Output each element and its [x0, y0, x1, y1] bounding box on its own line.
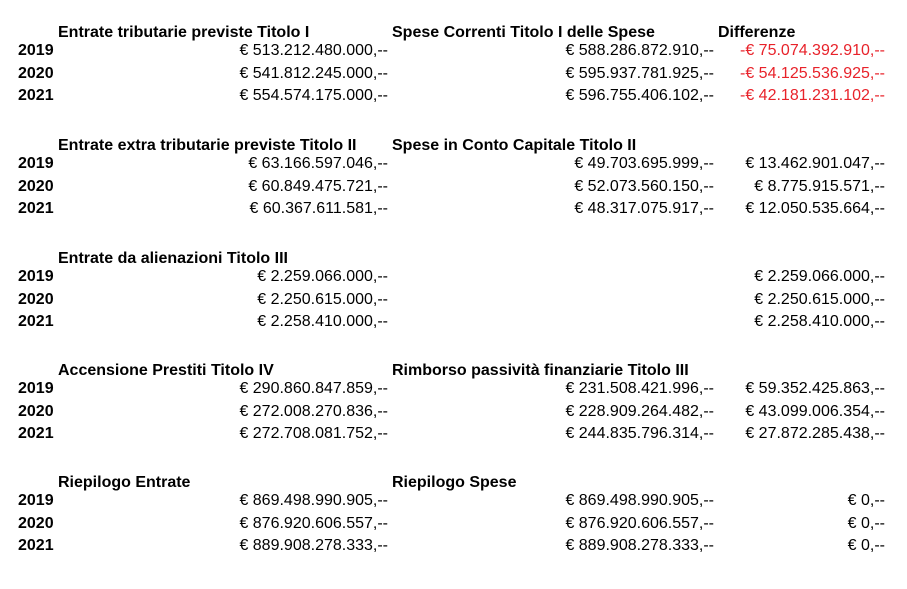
revenue-cell: € 60.849.475.721,-- — [248, 177, 388, 195]
table-row — [0, 266, 907, 289]
difference-cell: € 12.050.535.664,-- — [745, 200, 885, 217]
difference-cell: € 0,-- — [847, 514, 885, 532]
expense-cell: € 595.937.781.925,-- — [565, 64, 714, 82]
difference-cell: € 2.250.615.000,-- — [754, 290, 885, 308]
expense-cell: € 889.908.278.333,-- — [565, 537, 714, 554]
section-header-expense: Riepilogo Spese — [392, 474, 517, 491]
difference-cell: -€ 54.125.536.925,-- — [740, 64, 885, 82]
year-cell: 2021 — [18, 537, 54, 554]
expense-cell: € 588.286.872.910,-- — [565, 42, 714, 59]
section-header-revenue: Entrate extra tributarie previste Titolo II — [58, 137, 357, 154]
revenue-cell: € 2.250.615.000,-- — [257, 290, 388, 308]
revenue-cell: € 63.166.597.046,-- — [248, 155, 388, 172]
revenue-cell: € 541.812.245.000,-- — [239, 64, 388, 82]
year-cell: 2020 — [18, 64, 54, 82]
difference-cell: € 0,-- — [847, 492, 885, 509]
expense-cell: € 52.073.560.150,-- — [574, 177, 714, 195]
revenue-cell: € 513.212.480.000,-- — [239, 42, 388, 59]
table-row — [0, 153, 907, 176]
difference-cell: € 0,-- — [847, 537, 885, 554]
section-header-revenue: Accensione Prestiti Titolo IV — [58, 362, 274, 379]
table-row — [0, 513, 907, 536]
year-cell: 2020 — [18, 402, 54, 420]
table-row — [0, 40, 907, 63]
difference-cell: € 13.462.901.047,-- — [745, 155, 885, 172]
revenue-cell: € 889.908.278.333,-- — [239, 537, 388, 554]
table-row — [0, 535, 907, 558]
difference-cell: € 2.259.066.000,-- — [754, 268, 885, 285]
section-header-revenue: Entrate tributarie previste Titolo I — [58, 24, 310, 41]
difference-cell: € 8.775.915.571,-- — [754, 177, 885, 195]
table-row — [0, 423, 907, 446]
table-row — [0, 289, 907, 312]
revenue-cell: € 876.920.606.557,-- — [239, 514, 388, 532]
revenue-cell: € 272.708.081.752,-- — [239, 425, 388, 442]
expense-cell: € 596.755.406.102,-- — [565, 87, 714, 104]
year-cell: 2019 — [18, 380, 54, 397]
difference-cell: € 59.352.425.863,-- — [745, 380, 885, 397]
year-cell: 2021 — [18, 313, 54, 330]
revenue-cell: € 869.498.990.905,-- — [239, 492, 388, 509]
year-cell: 2021 — [18, 425, 54, 442]
year-cell: 2021 — [18, 87, 54, 104]
table-row — [0, 85, 907, 108]
year-cell: 2020 — [18, 177, 54, 195]
revenue-cell: € 2.258.410.000,-- — [257, 313, 388, 330]
revenue-cell: € 272.008.270.836,-- — [239, 402, 388, 420]
year-cell: 2020 — [18, 514, 54, 532]
year-cell: 2019 — [18, 268, 54, 285]
revenue-cell: € 2.259.066.000,-- — [257, 268, 388, 285]
expense-cell: € 228.909.264.482,-- — [565, 402, 714, 420]
table-row — [0, 401, 907, 424]
expense-cell: € 231.508.421.996,-- — [565, 380, 714, 397]
expense-cell: € 49.703.695.999,-- — [574, 155, 714, 172]
expense-cell: € 876.920.606.557,-- — [565, 514, 714, 532]
table-row — [0, 63, 907, 86]
revenue-cell: € 290.860.847.859,-- — [239, 380, 388, 397]
section-header-revenue: Entrate da alienazioni Titolo III — [58, 250, 288, 267]
difference-cell: -€ 42.181.231.102,-- — [740, 87, 885, 104]
table-row — [0, 198, 907, 221]
table-row — [0, 490, 907, 513]
difference-cell: € 43.099.006.354,-- — [745, 402, 885, 420]
year-cell: 2020 — [18, 290, 54, 308]
section-header-expense: Rimborso passività finanziarie Titolo III — [392, 362, 689, 379]
revenue-cell: € 60.367.611.581,-- — [249, 200, 388, 217]
expense-cell: € 869.498.990.905,-- — [565, 492, 714, 509]
expense-cell: € 244.835.796.314,-- — [565, 425, 714, 442]
section-header-difference: Differenze — [718, 24, 796, 41]
difference-cell: € 27.872.285.438,-- — [745, 425, 885, 442]
section-header-expense: Spese in Conto Capitale Titolo II — [392, 137, 637, 154]
section-header-revenue: Riepilogo Entrate — [58, 474, 191, 491]
year-cell: 2021 — [18, 200, 54, 217]
year-cell: 2019 — [18, 492, 54, 509]
revenue-cell: € 554.574.175.000,-- — [239, 87, 388, 104]
year-cell: 2019 — [18, 155, 54, 172]
table-row — [0, 311, 907, 334]
table-row — [0, 176, 907, 199]
difference-cell: € 2.258.410.000,-- — [754, 313, 885, 330]
table-row — [0, 378, 907, 401]
expense-cell: € 48.317.075.917,-- — [574, 200, 714, 217]
difference-cell: -€ 75.074.392.910,-- — [740, 42, 885, 59]
section-header-expense: Spese Correnti Titolo I delle Spese — [392, 24, 655, 41]
year-cell: 2019 — [18, 42, 54, 59]
